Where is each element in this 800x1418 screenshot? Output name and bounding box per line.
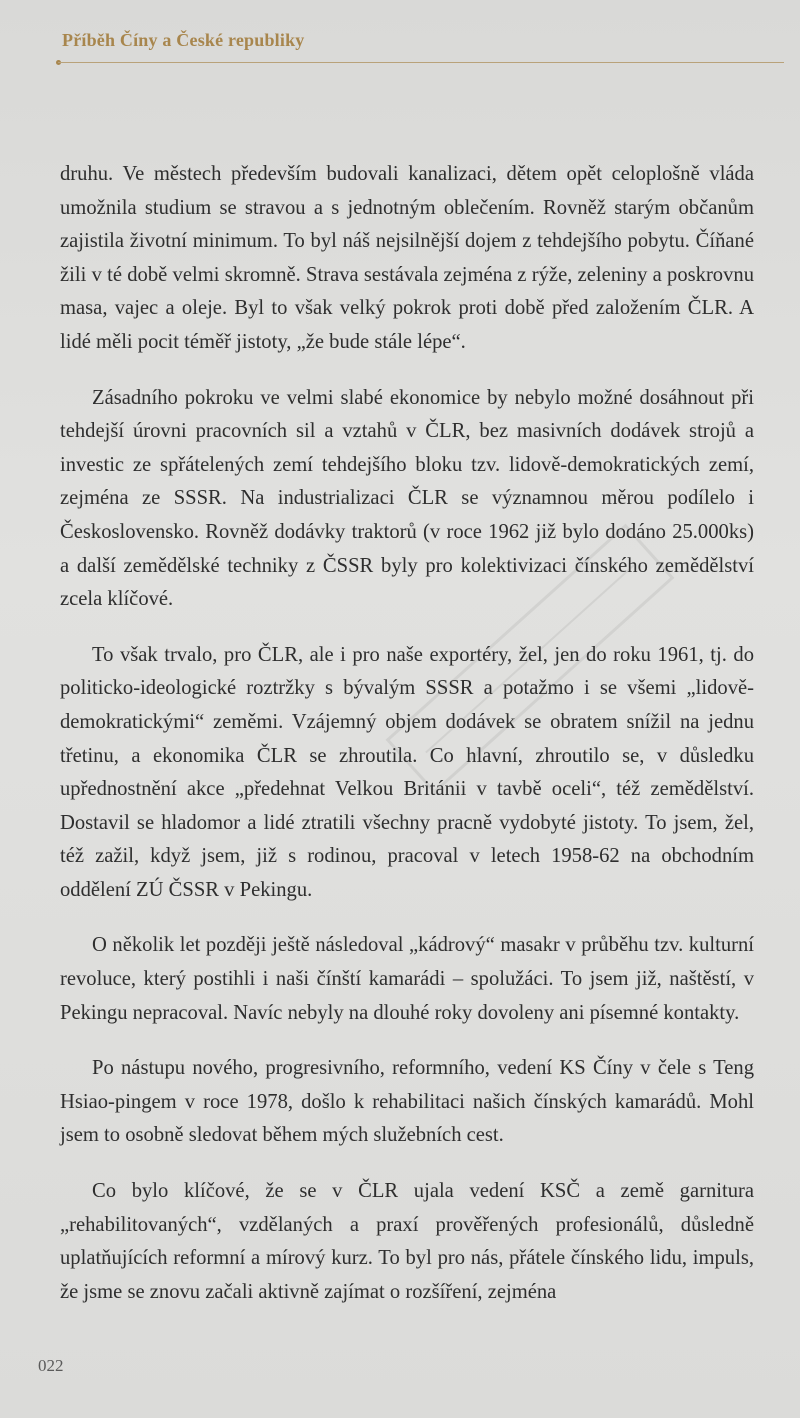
paragraph-3: To však trvalo, pro ČLR, ale i pro naše exportéry, žel, jen do roku 1961, tj. do politicko-ideologické roztržky s bývalým SSSR a potažmo i se všemi „lidově-demokratickými“ zeměmi. Vzájemný objem dodávek se obratem snížil na jednu třetinu, a ekonomika ČLR se zhroutila. Co hlavní, zhroutilo se, v důsledku upřednostnění akce „předehnat Velkou Británii v tavbě oceli“, též zemědělství. Dostavil se hladomor a lidé ztratili všechny pracně vydobyté jistoty. To jsem, žel, též zažil, když jsem, již s rodinou, pracoval v letech 1958-62 na obchodním oddělení ZÚ ČSSR v Pekingu.	[60, 643, 754, 901]
paragraph-2: Zásadního pokroku ve velmi slabé ekonomice by nebylo možné dosáhnout při tehdejší úrovni pracovních sil a vztahů v ČLR, bez masivních dodávek strojů a investic ze spřátelených zemí tehdejšího bloku tzv. lidově-demokratických zemí, zejména ze SSSR. Na industrializaci ČLR se významnou měrou podílelo i Československo. Rovněž dodávky traktorů (v roce 1962 již bylo dodáno 25.000ks) a další zemědělské techniky z ČSSR byly pro kolektivizaci čínského zemědělství zcela klíčové.	[60, 386, 754, 611]
paragraph-6: Co bylo klíčové, že se v ČLR ujala vedení KSČ a země garnitura „rehabilitovaných“, vzdělaných a praxí prověřených profesionálů, důsledně uplatňujících reformní a mírový kurz. To byl pro nás, přátele čínského lidu, impuls, že jsme se znovu začali aktivně zajímat o rozšíření, zejména	[60, 1180, 754, 1303]
paragraph-1: druhu. Ve městech především budovali kanalizaci, dětem opět celoplošně vláda umožnila studium se stravou a s jednotným oblečením. Rovněž starým občanům zajistila životní minimum. To byl náš nejsilnější dojem z tehdejšího pobytu. Číňané žili v té době velmi skromně. Strava sestávala zejména z rýže, zeleniny a poskrovnu masa, vajec a oleje. Byl to však velký pokrok proti době před založením ČLR. A lidé měli pocit téměř jistoty, „že bude stále lépe“.	[60, 163, 754, 353]
header-rule	[58, 62, 784, 63]
body-text	[60, 158, 754, 1331]
running-header: Příběh Číny a České republiky	[62, 30, 305, 50]
page-number: 022	[38, 1356, 64, 1375]
paragraph-4: O několik let později ještě následoval „kádrový“ masakr v průběhu tzv. kulturní revoluce, který postihli i naši čínští kamarádi – spolužáci. To jsem již, naštěstí, v Pekingu nepracoval. Navíc nebyly na dlouhé roky dovoleny ani písemné kontakty.	[60, 934, 754, 1024]
paragraph-5: Po nástupu nového, progresivního, reformního, vedení KS Číny v čele s Teng Hsiao-pingem v roce 1978, došlo k rehabilitaci našich čínských kamarádů. Mohl jsem to osobně sledovat během mých služebních cest.	[60, 1057, 754, 1147]
